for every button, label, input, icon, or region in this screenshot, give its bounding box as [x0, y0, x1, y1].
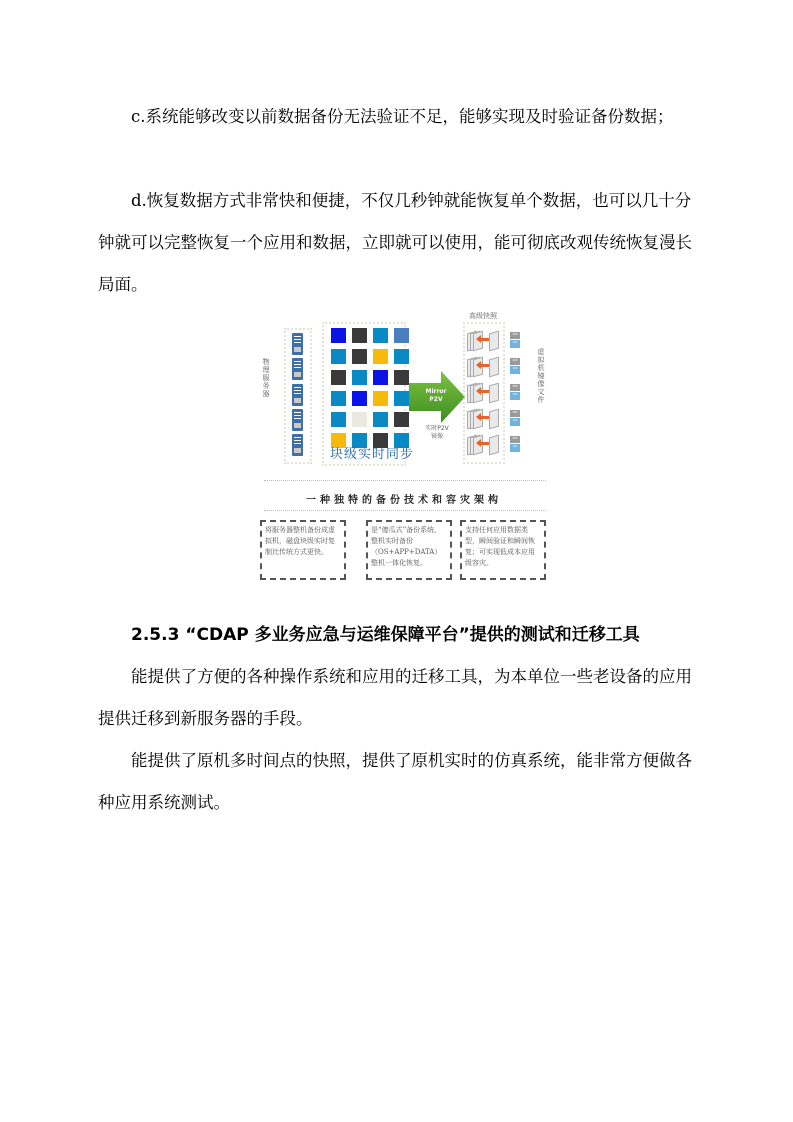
block-cell	[331, 349, 346, 364]
feature-box-2: 是“傻瓜式”备份系统，整机实时备份（OS+APP+DATA）整机一体化恢复。	[366, 520, 452, 580]
block-cell	[331, 370, 346, 385]
snapshot-icon	[467, 330, 497, 350]
paragraph-d	[98, 180, 696, 306]
vm-files-label: 虚拟机镜像文件	[537, 348, 545, 404]
block-cell	[373, 349, 388, 364]
server-icon	[292, 434, 303, 456]
block-cell	[394, 412, 409, 427]
block-cell	[352, 370, 367, 385]
physical-servers-label: 物理服务器	[262, 358, 270, 398]
arrow-text-line2: P2V	[429, 396, 443, 403]
block-cell	[394, 370, 409, 385]
server-icon	[292, 358, 303, 380]
paragraph-d-text: d.恢复数据方式非常快和便捷，不仅几秒钟就能恢复单个数据，也可以几十分钟就可以完整恢复一个应用和数据，立即就可以使用，能可彻底改观传统恢复漫长局面。	[98, 191, 692, 294]
feature-box-3: 支持任何应用数据类型，瞬间验证和瞬间恢复；可实现低成本应用级容灾。	[460, 520, 546, 580]
body-paragraph-1	[98, 656, 696, 740]
mirror-caption: 实时P2V镜像	[425, 425, 449, 440]
block-cell	[373, 328, 388, 343]
block-sync-label: 块级实时同步	[330, 447, 415, 462]
block-cell	[352, 328, 367, 343]
snapshot-icon	[467, 356, 497, 376]
block-cell	[331, 328, 346, 343]
block-cell	[394, 328, 409, 343]
feature-box-1: 将服务器整机备份成虚拟机，磁盘块级实时复制比传统方式更快。	[260, 520, 346, 580]
body-paragraph-1-text: 能提供了方便的各种操作系统和应用的迁移工具，为本单位一些老设备的应用提供迁移到新服务器的手段。	[98, 667, 692, 728]
mirror-arrow-text	[418, 388, 454, 404]
block-cell	[373, 370, 388, 385]
vm-os-icon: MP OS	[510, 384, 520, 400]
backup-architecture-figure	[258, 308, 550, 586]
snapshot-title: 高级快照	[469, 312, 497, 320]
block-cell	[331, 391, 346, 406]
vm-os-icon: MP OS	[510, 332, 520, 348]
snapshot-icon	[467, 434, 497, 454]
block-cell	[394, 349, 409, 364]
vm-os-icon: MP OS	[510, 436, 520, 452]
body-paragraph-2	[98, 740, 696, 824]
divider	[264, 480, 546, 481]
divider	[264, 510, 546, 511]
body-paragraph-2-text: 能提供了原机多时间点的快照，提供了原机实时的仿真系统，能非常方便做各种应用系统测试。	[98, 751, 692, 812]
block-grid	[331, 328, 409, 448]
arrow-text-line1: Mirror	[425, 388, 447, 395]
tagline: 一种独特的备份技术和容灾架构	[306, 495, 502, 506]
server-icon	[292, 384, 303, 406]
block-cell	[394, 391, 409, 406]
vm-os-icon: MP OS	[510, 410, 520, 426]
server-icon	[292, 409, 303, 431]
block-cell	[373, 391, 388, 406]
paragraph-c-text: c.系统能够改变以前数据备份无法验证不足，能够实现及时验证备份数据；	[131, 107, 674, 126]
block-cell	[352, 391, 367, 406]
block-cell	[373, 412, 388, 427]
section-heading: 2.5.3 “CDAP 多业务应急与运维保障平台”提供的测试和迁移工具	[131, 625, 640, 645]
server-icon	[292, 333, 303, 355]
paragraph-c	[98, 96, 696, 138]
snapshot-icon	[467, 408, 497, 428]
snapshot-icon	[467, 382, 497, 402]
block-cell	[331, 412, 346, 427]
block-cell	[352, 349, 367, 364]
block-cell	[352, 412, 367, 427]
vm-os-icon: MP OS	[510, 358, 520, 374]
